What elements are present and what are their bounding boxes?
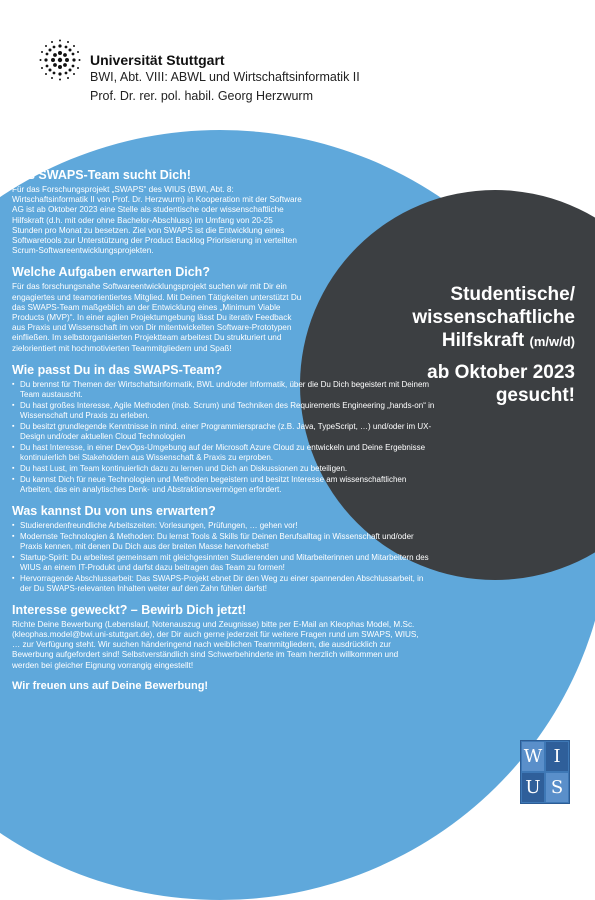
fit-title: Wie passt Du in das SWAPS-Team? [12, 362, 223, 377]
headline-line-4: ab Oktober 2023 [427, 362, 575, 383]
list-item: ▪ Modernste Technologien & Methoden: Du lernst Tools & Skills für Deinen Berufsalltag in Wissenschaft und/oder Praxis kennen, mit denen Du Dich aus der breiten Masse hervorhebst! [12, 532, 437, 552]
list-item: ▪ Du kannst Dich für neue Technologien und Methoden begeistern und besitzt Interesse am wissenschaftlichen Arbeiten, das ein analytisches Denk- und Abstraktionsvermögen erfordert. [12, 475, 437, 495]
list-item: ▪ Du hast großes Interesse, Agile Methoden (insb. Scrum) und Techniken des Requirements Engineering „hands-on“ in Wissenschaft und Praxis zu erleben. [12, 401, 437, 421]
list-item: ▪ Hervorragende Abschlussarbeit: Das SWAPS-Projekt ebnet Dir den Weg zu einer spannenden Abschlussarbeit, in der Du SWAPS-relevanten Inhalten weiter auf den Zahn fühlen darfst! [12, 574, 437, 594]
department-name: BWI, Abt. VIII: ABWL und Wirtschaftsinformatik II [90, 70, 360, 84]
tasks-title: Welche Aufgaben erwarten Dich? [12, 265, 210, 280]
list-item: ▪ Du hast Lust, im Team kontinuierlich dazu zu lernen und Dich an Diskussionen zu beteiligen. [12, 464, 437, 474]
header [0, 0, 595, 150]
offer-list [12, 521, 437, 594]
wius-letter: S [546, 773, 568, 802]
wius-letter: I [546, 742, 568, 771]
headline-line-5: gesucht! [495, 385, 575, 406]
list-item: ▪ Startup-Spirit: Du arbeitest gemeinsam mit gleichgesinnten Studierenden und Mitarbeiterinnen und Mitarbeitern des WIUS an einem IT-Produkt und darfst dazu beitragen das Team zu formen! [12, 553, 437, 573]
main-content [12, 168, 437, 692]
list-item: ▪ Du besitzt grundlegende Kenntnisse in mind. einer Programmiersprache (z.B. Java, TypeScript, …) und/oder im UX-Design und/oder aktuellen Cloud Technologien [12, 422, 437, 442]
offer-title: Was kannst Du von uns erwarten? [12, 503, 216, 518]
fit-list [12, 380, 437, 495]
wius-letter: U [522, 773, 544, 802]
headline-line-2: wissenschaftliche [412, 307, 575, 328]
wius-logo [520, 740, 570, 804]
university-logo [38, 38, 82, 82]
closing-line: Wir freuen uns auf Deine Bewerbung! [12, 679, 209, 692]
headline-line-1: Studentische/ [450, 284, 575, 305]
tasks-text: Für das forschungsnahe Softwareentwicklungsprojekt suchen wir mit Dir ein engagiertes und teamorientiertes Mitglied. Mit Deinen Tätigkeiten unterstützt Du das SWAPS-Team maßgeblich an der Entwicklung eines „Minimum Viable Products (MVP)“. In einer agilen Projektumgebung lässt Du iterativ Feedback aus Praxis und Wissenschaft im von Dir mitentwickelten Software-Prototypen einfließen. Im selbstorganisierten Projektteam arbeitest Du strukturiert und zielorientiert mit hochmotivierten Teammitgliedern und Spaß! [12, 282, 302, 353]
professor-name: Prof. Dr. rer. pol. habil. Georg Herzwurm [90, 89, 313, 103]
apply-text: Richte Deine Bewerbung (Lebenslauf, Notenauszug und Zeugnisse) bitte per E-Mail an Kleophas Model, M.Sc. (kleophas.model@bwi.uni-stuttgart.de), der Dir auch gerne jederzeit für weitere Fragen rund um SWAPS, WIUS, … zur Verfügung steht. Wir suchen händeringend nach weiblichen Teammitgliedern, die ausdrücklich zur Bewerbung aufgefordert sind! Selbstverständlich sind Schwerbehinderte im Team herzlich willkommen und werden bei gleicher Eignung vorrangig eingestellt! [12, 619, 419, 670]
list-item: ▪ Studierendenfreundliche Arbeitszeiten: Vorlesungen, Prüfungen, … gehen vor! [12, 521, 437, 531]
university-name: Universität Stuttgart [90, 52, 225, 68]
list-item: ▪ Du hast Interesse, in einer DevOps-Umgebung auf der Microsoft Azure Cloud zu entwickeln und Deine Ergebnisse kontinuierlich bei Stakeholdern aus Wissenschaft & Praxis zu erproben. [12, 443, 437, 463]
team-title: Das SWAPS-Team sucht Dich! [12, 168, 191, 182]
headline-line-3: Hilfskraft (m/w/d) [441, 330, 575, 351]
apply-title: Interesse geweckt? – Bewirb Dich jetzt! [12, 602, 247, 617]
list-item: ▪ Du brennst für Themen der Wirtschaftsinformatik, BWL und/oder Informatik, über die Du Dich begeistert mit Deinem Team austauscht. [12, 380, 437, 400]
team-text: Für das Forschungsprojekt „SWAPS“ des WIUS (BWI, Abt. 8: Wirtschaftsinformatik II von Prof. Dr. Herzwurm) in Kooperation mit der Software AG ist ab Oktober 2023 eine Stelle als studentische oder wissenschaftliche Hilfskraft (d.h. mit oder ohne Bachelor-Abschluss) im Umfang von 20-25 Stunden pro Monat zu besetzen. Ziel von SWAPS ist die Entwicklung eines Softwaretools zur Unterstützung der Product Backlog Priorisierung in verteilten Scrum-Softwareentwicklungsprojekten. [12, 185, 302, 256]
wius-letter: W [522, 742, 544, 771]
gender-note: (m/w/d) [529, 334, 575, 349]
